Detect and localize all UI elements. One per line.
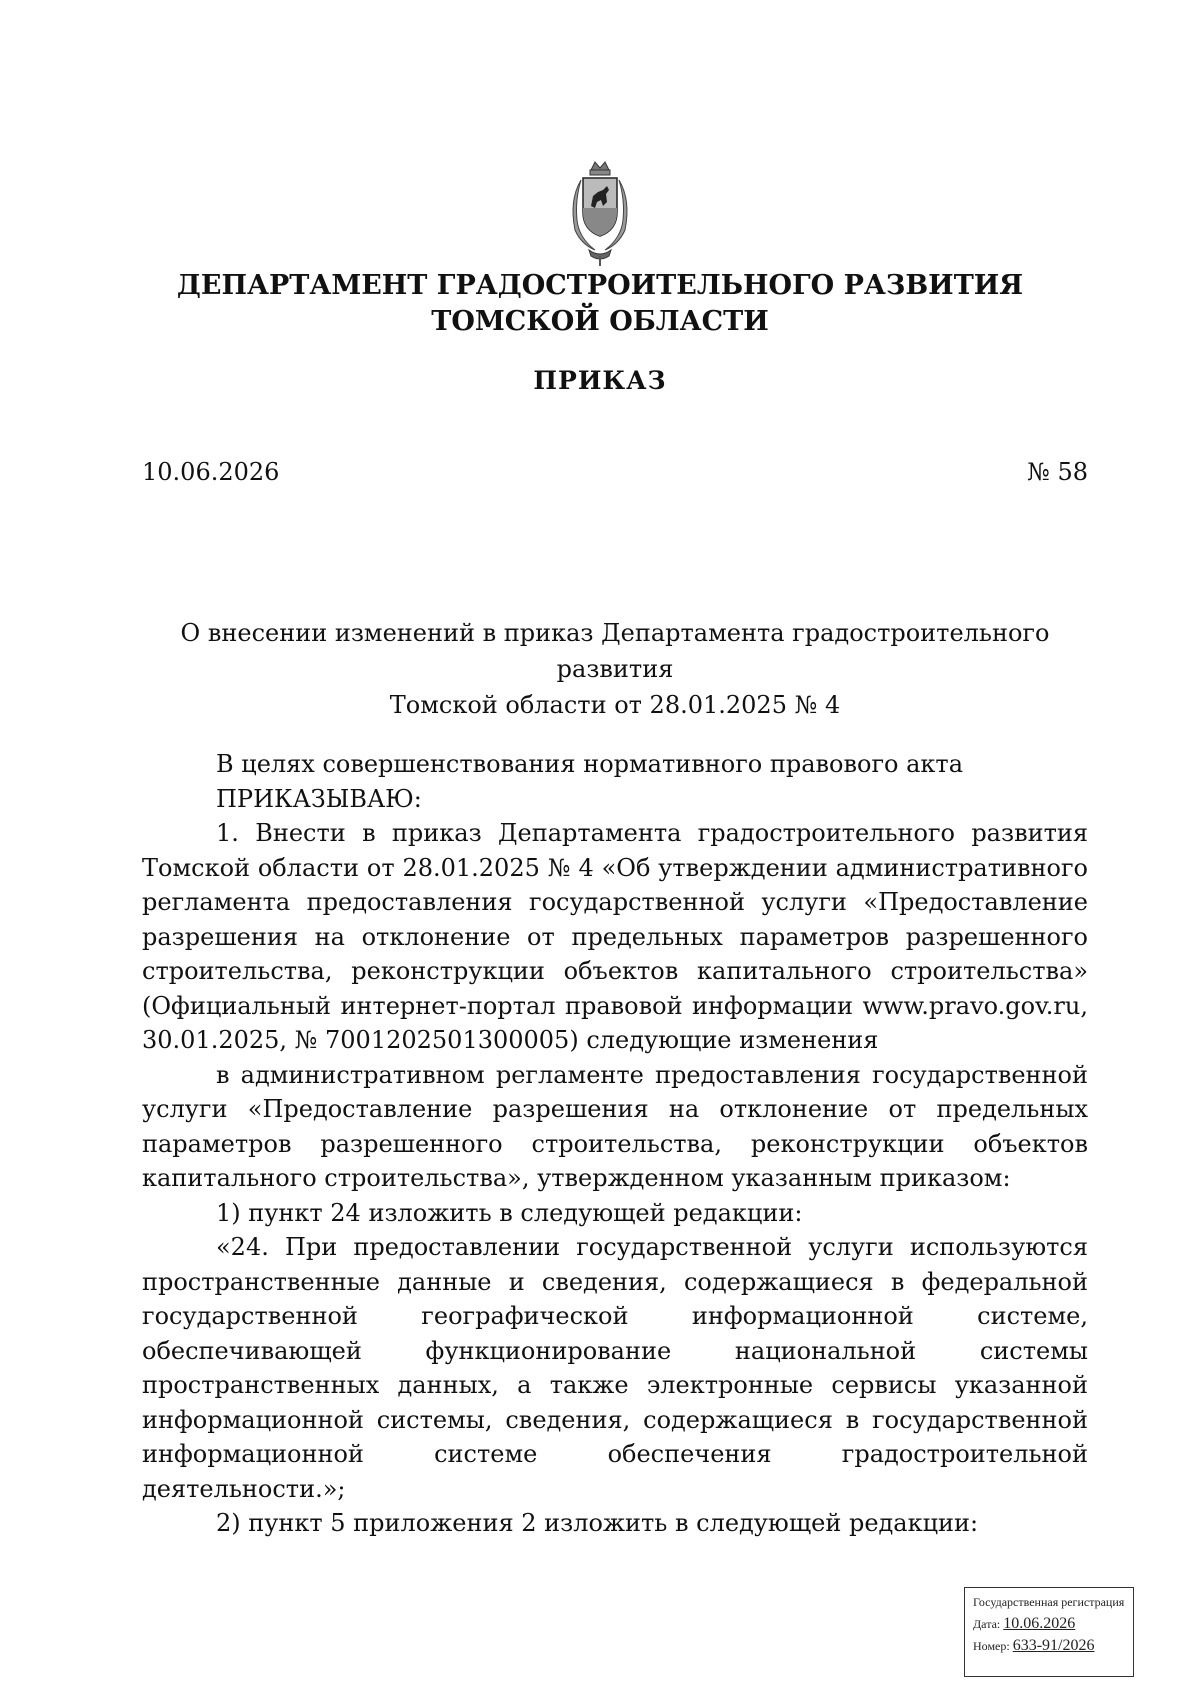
registration-title: Государственная регистрация (973, 1595, 1125, 1609)
registration-date-label: Дата: (973, 1617, 1001, 1631)
paragraph-item-1: 1. Внести в приказ Департамента градостроительного развития Томской области от 28.01.2025 № 4 «Об утверждении административного регламента предоставления государственной услуги «Предоставление разрешения на отклонение от предельных параметров разрешенного строительства, реконструкции объектов капитального строительства» (Официальный интернет-портал правовой информации www.pravo.gov.ru, 30.01.2025, № 7001202501300005) следующие изменения (142, 819, 1088, 1054)
paragraph-subitem-1: 1) пункт 24 изложить в следующей редакции: (216, 1198, 803, 1227)
registration-stamp (964, 1587, 1134, 1677)
department-name-line1: ДЕПАРТАМЕНТ ГРАДОСТРОИТЕЛЬНОГО РАЗВИТИЯ (176, 270, 1024, 301)
subject-line2: Томской области от 28.01.2025 № 4 (389, 691, 841, 719)
order-number: № 58 (1027, 458, 1088, 486)
document-type-title: ПРИКАЗ (533, 366, 667, 395)
paragraph-regulation: в административном регламенте предоставления государственной услуги «Предоставление разрешения на отклонение от предельных параметров разрешенного строительства, реконструкции объектов капитального строительства», утвержденном указанным приказом: (142, 1060, 1088, 1192)
order-subject (142, 615, 1088, 723)
paragraph-point-24: «24. При предоставлении государственной услуги используются пространственные данные и сведения, содержащиеся в федеральной государственной географической информационной системе, обеспечивающей функционирование национальной системы пространственных данных, а также электронные сервисы указанной информационной системы, сведения, содержащиеся в государственной информационной системе обеспечения градостроительной деятельности.»; (142, 1233, 1088, 1503)
tomsk-region-coat-of-arms-icon (565, 160, 635, 268)
registration-date-value: 10.06.2026 (1003, 1615, 1076, 1632)
subject-line1: О внесении изменений в приказ Департамента градостроительного развития (180, 619, 1050, 683)
paragraph-purpose: В целях совершенствования нормативного правового акта (216, 750, 963, 778)
paragraph-order-word: ПРИКАЗЫВАЮ: (216, 784, 422, 813)
registration-number-label: Номер: (973, 1639, 1010, 1653)
registration-number-value: 633-91/2026 (1012, 1637, 1095, 1654)
order-date: 10.06.2026 (142, 458, 280, 486)
department-name-line2: ТОМСКОЙ ОБЛАСТИ (431, 306, 769, 337)
paragraph-subitem-2: 2) пункт 5 приложения 2 изложить в следующей редакции: (216, 1509, 979, 1537)
registration-number-row (973, 1635, 1133, 1657)
order-body (142, 747, 1088, 1541)
registration-date-row (973, 1613, 1133, 1635)
